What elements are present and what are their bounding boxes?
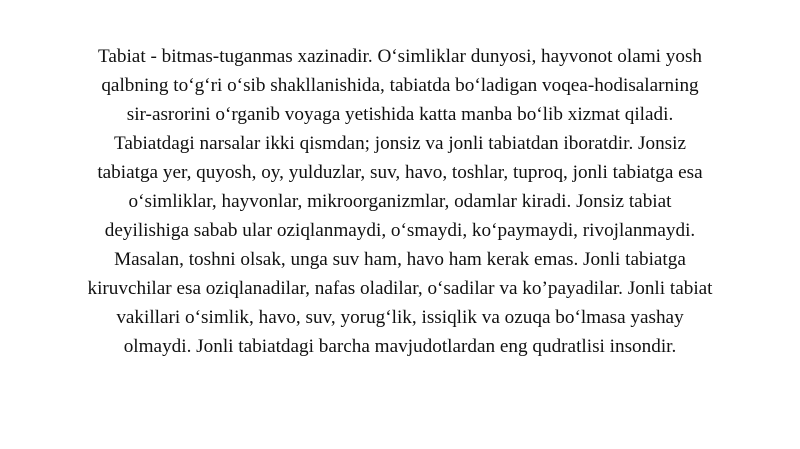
paragraph-line: Masalan, toshni olsak, unga suv ham, havo ham kerak emas. Jonli tabiatga bbox=[114, 249, 686, 270]
paragraph-line: vakillari o‘simlik, havo, suv, yorug‘lik, issiqlik va ozuqa bo‘lmasa yashay bbox=[116, 307, 684, 328]
paragraph-line: tabiatga yer, quyosh, oy, yulduzlar, suv, havo, toshlar, tuproq, jonli tabiatga esa bbox=[97, 162, 703, 183]
paragraph-line: Tabiatdagi narsalar ikki qismdan; jonsiz va jonli tabiatdan iboratdir. Jonsiz bbox=[113, 133, 687, 154]
paragraph-line: olmaydi. Jonli tabiatdagi barcha mavjudotlardan eng qudratlisi insondir. bbox=[123, 336, 677, 357]
paragraph-line: deyilishiga sabab ular oziqlanmaydi, o‘smaydi, ko‘paymaydi, rivojlanmaydi. bbox=[104, 220, 696, 241]
paragraph-line: Tabiat - bitmas-tuganmas xazinadir. O‘simliklar dunyosi, hayvonot olami yosh bbox=[97, 46, 703, 67]
paragraph-line: sir-asrorini o‘rganib voyaga yetishida katta manba bo‘lib xizmat qiladi. bbox=[126, 104, 674, 125]
paragraph bbox=[60, 42, 740, 361]
paragraph-line: kiruvchilar esa oziqlanadilar, nafas oladilar, o‘sadilar va ko’payadilar. Jonli tabiat bbox=[87, 278, 713, 299]
paragraph-line: qalbning to‘g‘ri o‘sib shakllanishida, tabiatda bo‘ladigan voqea-hodisalarning bbox=[101, 75, 699, 96]
paragraph-line: o‘simliklar, hayvonlar, mikroorganizmlar, odamlar kiradi. Jonsiz tabiat bbox=[128, 191, 672, 212]
